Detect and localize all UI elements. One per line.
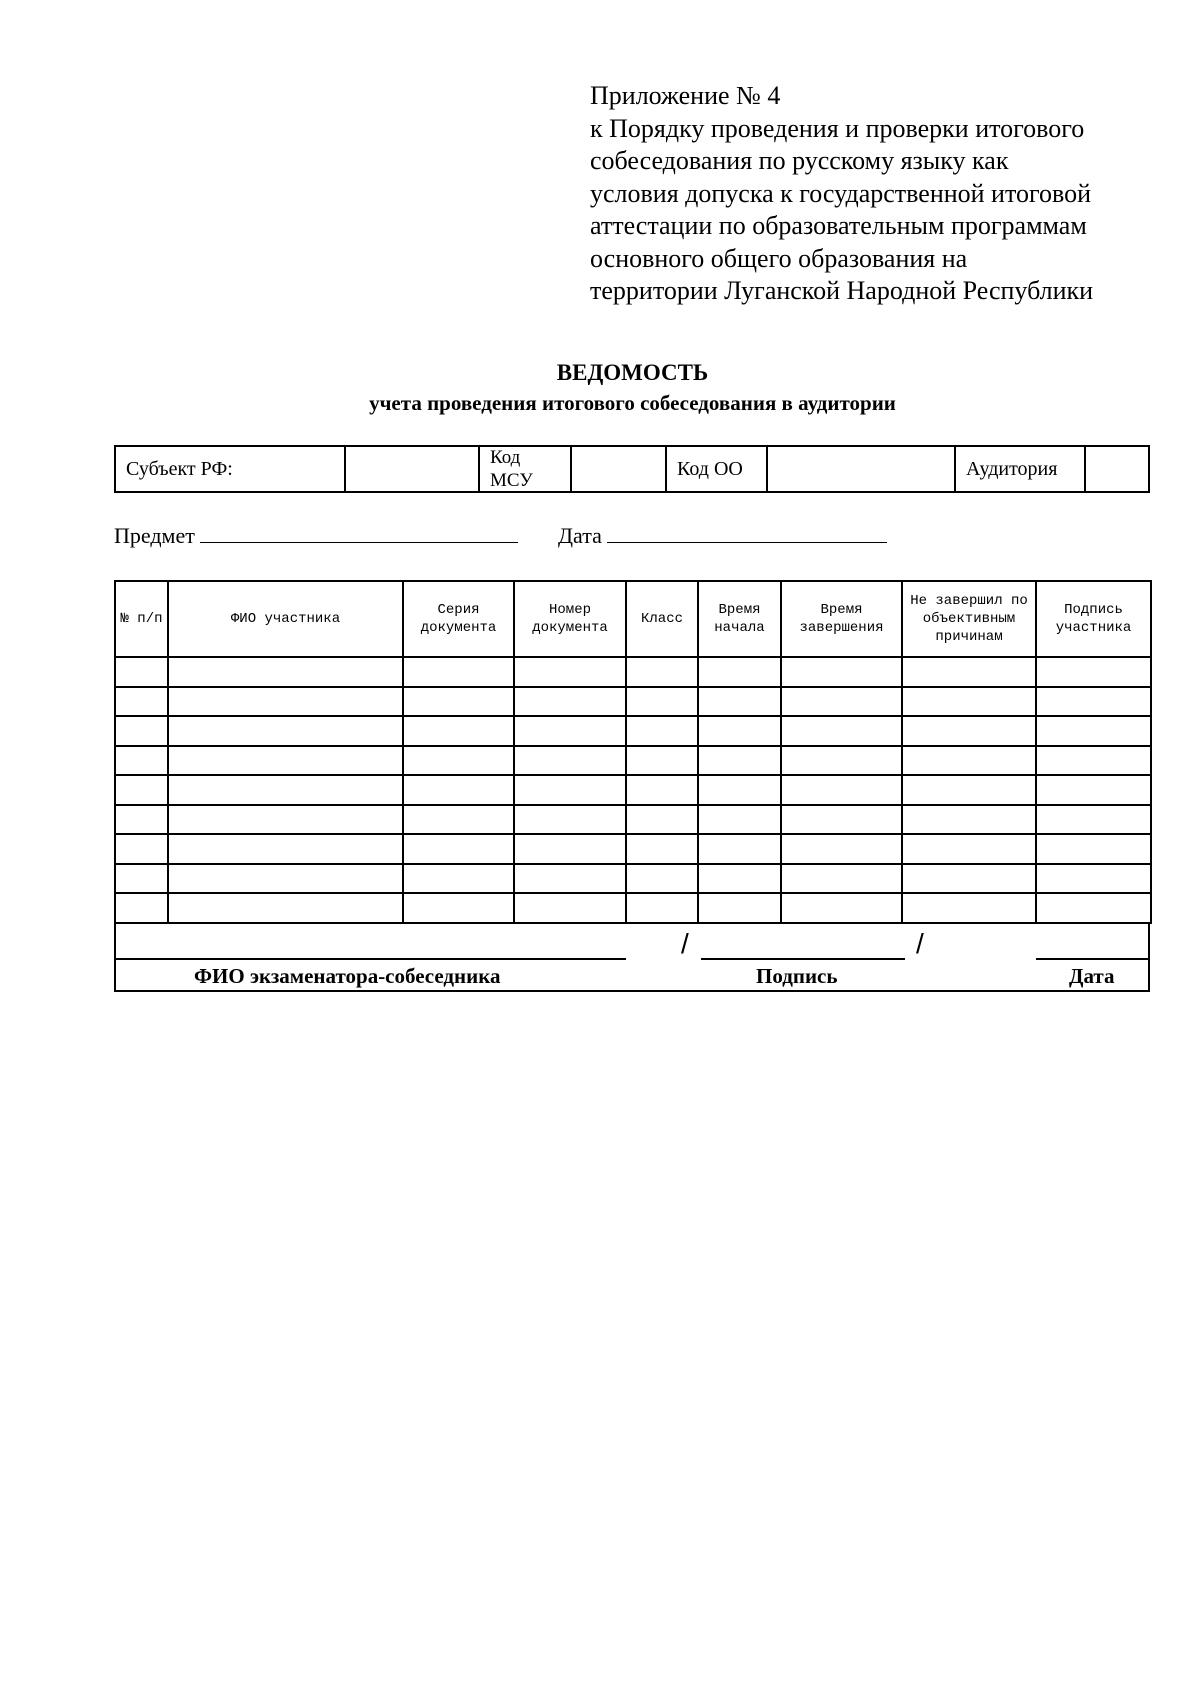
table-cell[interactable] <box>168 893 403 923</box>
table-cell[interactable] <box>514 746 626 776</box>
table-cell[interactable] <box>698 864 781 894</box>
table-cell[interactable] <box>403 716 514 746</box>
examiner-footer <box>114 922 1150 992</box>
examiner-signature-line[interactable] <box>701 958 905 960</box>
table-cell[interactable] <box>698 834 781 864</box>
room-label-cell <box>954 447 1084 491</box>
table-cell[interactable] <box>1036 893 1151 923</box>
subject-row <box>114 520 518 549</box>
separator-slash: / <box>681 928 689 959</box>
table-cell[interactable] <box>781 746 902 776</box>
table-cell[interactable] <box>781 775 902 805</box>
table-row <box>115 716 1151 746</box>
appendix-line: собеседования по русскому языку как <box>590 146 1009 175</box>
appendix-line: территории Луганской Народной Республики <box>590 276 1094 305</box>
table-cell[interactable] <box>168 834 403 864</box>
table-cell[interactable] <box>1036 657 1151 687</box>
table-cell[interactable] <box>698 775 781 805</box>
examiner-name-line[interactable] <box>116 958 626 960</box>
table-row <box>115 834 1151 864</box>
table-cell[interactable] <box>403 834 514 864</box>
subject-field-line[interactable] <box>200 520 518 543</box>
table-cell[interactable] <box>403 893 514 923</box>
document-subtitle: учета проведения итогового собеседования в аудитории <box>369 391 896 415</box>
table-cell[interactable] <box>514 775 626 805</box>
col-header-signature: Подпись участника <box>1036 581 1151 657</box>
msu-code-label-cell <box>478 447 570 491</box>
col-header-class: Класс <box>626 581 698 657</box>
table-cell[interactable] <box>403 687 514 717</box>
subject-rf-label: Субъект РФ: <box>126 457 233 480</box>
table-cell[interactable] <box>626 893 698 923</box>
date-row <box>558 520 887 549</box>
table-cell[interactable] <box>902 657 1036 687</box>
table-row <box>115 687 1151 717</box>
subject-rf-field[interactable] <box>344 447 478 491</box>
table-row <box>115 864 1151 894</box>
table-cell[interactable] <box>514 805 626 835</box>
appendix-line: условия допуска к государственной итоговой <box>590 178 1092 208</box>
table-cell[interactable] <box>781 657 902 687</box>
table-cell[interactable] <box>902 687 1036 717</box>
table-cell[interactable] <box>168 687 403 717</box>
table-cell[interactable] <box>1036 716 1151 746</box>
table-cell[interactable] <box>115 805 168 835</box>
table-cell[interactable] <box>115 657 168 687</box>
table-cell[interactable] <box>115 834 168 864</box>
table-cell[interactable] <box>781 834 902 864</box>
table-cell[interactable] <box>698 716 781 746</box>
appendix-line: Приложение № 4 <box>590 81 781 110</box>
table-cell[interactable] <box>514 687 626 717</box>
table-row <box>115 805 1151 835</box>
examiner-date-label: Дата <box>1069 964 1115 988</box>
table-cell[interactable] <box>403 657 514 687</box>
table-cell[interactable] <box>115 893 168 923</box>
oo-code-label-cell <box>665 447 766 491</box>
table-cell[interactable] <box>781 687 902 717</box>
table-cell[interactable] <box>1036 746 1151 776</box>
room-field[interactable] <box>1084 447 1152 491</box>
table-cell[interactable] <box>902 716 1036 746</box>
table-cell[interactable] <box>514 834 626 864</box>
table-cell[interactable] <box>168 864 403 894</box>
col-header-doc-number: Номер документа <box>514 581 626 657</box>
col-header-name: ФИО участника <box>168 581 403 657</box>
table-cell[interactable] <box>514 716 626 746</box>
table-cell[interactable] <box>115 746 168 776</box>
table-header-row <box>115 581 1151 657</box>
table-cell[interactable] <box>902 805 1036 835</box>
table-cell[interactable] <box>902 775 1036 805</box>
subject-rf-label-cell <box>116 447 344 491</box>
table-cell[interactable] <box>1036 834 1151 864</box>
table-cell[interactable] <box>626 746 698 776</box>
table-cell[interactable] <box>902 893 1036 923</box>
table-cell[interactable] <box>698 893 781 923</box>
table-cell[interactable] <box>698 805 781 835</box>
table-cell[interactable] <box>168 716 403 746</box>
table-cell[interactable] <box>1036 805 1151 835</box>
table-cell[interactable] <box>626 687 698 717</box>
table-cell[interactable] <box>626 657 698 687</box>
room-label: Аудитория <box>966 457 1058 480</box>
table-cell[interactable] <box>781 893 902 923</box>
table-cell[interactable] <box>115 775 168 805</box>
date-field-line[interactable] <box>607 520 887 543</box>
examiner-name-label: ФИО экзаменатора-собеседника <box>194 964 501 988</box>
table-cell[interactable] <box>626 716 698 746</box>
separator-slash: / <box>916 928 924 959</box>
table-cell[interactable] <box>902 746 1036 776</box>
table-cell[interactable] <box>902 834 1036 864</box>
table-cell[interactable] <box>168 805 403 835</box>
table-cell[interactable] <box>168 775 403 805</box>
table-cell[interactable] <box>168 746 403 776</box>
appendix-line: к Порядку проведения и проверки итогового <box>590 113 1085 143</box>
header-box <box>114 445 1150 493</box>
examiner-date-line[interactable] <box>1036 958 1150 960</box>
date-label: Дата <box>558 523 602 548</box>
table-cell[interactable] <box>1036 864 1151 894</box>
examiner-signature-label: Подпись <box>756 964 838 988</box>
table-cell[interactable] <box>781 805 902 835</box>
subject-label: Предмет <box>114 523 195 548</box>
msu-code-field[interactable] <box>570 447 665 491</box>
table-cell[interactable] <box>626 805 698 835</box>
document-title: ВЕДОМОСТЬ <box>556 360 709 385</box>
table-cell[interactable] <box>403 805 514 835</box>
table-cell[interactable] <box>626 864 698 894</box>
oo-code-label: Код ОО <box>677 457 743 480</box>
table-cell[interactable] <box>698 657 781 687</box>
col-header-doc-series: Серия документа <box>403 581 514 657</box>
table-row <box>115 657 1151 687</box>
table-cell[interactable] <box>168 657 403 687</box>
table-cell[interactable] <box>403 864 514 894</box>
msu-code-label-line1: Код <box>490 447 521 468</box>
table-cell[interactable] <box>115 864 168 894</box>
table-cell[interactable] <box>514 657 626 687</box>
table-cell[interactable] <box>698 746 781 776</box>
table-cell[interactable] <box>626 775 698 805</box>
table-row <box>115 746 1151 776</box>
table-cell[interactable] <box>1036 775 1151 805</box>
table-cell[interactable] <box>781 716 902 746</box>
appendix-block <box>590 80 1190 308</box>
col-header-number: № п/п <box>115 581 168 657</box>
table-cell[interactable] <box>514 893 626 923</box>
table-cell[interactable] <box>403 746 514 776</box>
oo-code-field[interactable] <box>766 447 954 491</box>
col-header-start-time: Время начала <box>698 581 781 657</box>
table-cell[interactable] <box>514 864 626 894</box>
table-cell[interactable] <box>115 716 168 746</box>
table-cell[interactable] <box>781 864 902 894</box>
table-row <box>115 775 1151 805</box>
appendix-line: основного общего образования на <box>590 243 968 273</box>
msu-code-label-line2: МСУ <box>490 470 533 491</box>
table-row <box>115 893 1151 923</box>
table-cell[interactable] <box>626 834 698 864</box>
appendix-line: аттестации по образовательным программам <box>590 211 1087 240</box>
table-cell[interactable] <box>1036 687 1151 717</box>
table-cell[interactable] <box>698 687 781 717</box>
col-header-end-time: Время завершения <box>781 581 902 657</box>
participants-table <box>114 580 1152 924</box>
table-cell[interactable] <box>403 775 514 805</box>
col-header-not-finished: Не завершил по объективным причинам <box>902 581 1036 657</box>
table-cell[interactable] <box>115 687 168 717</box>
table-cell[interactable] <box>902 864 1036 894</box>
